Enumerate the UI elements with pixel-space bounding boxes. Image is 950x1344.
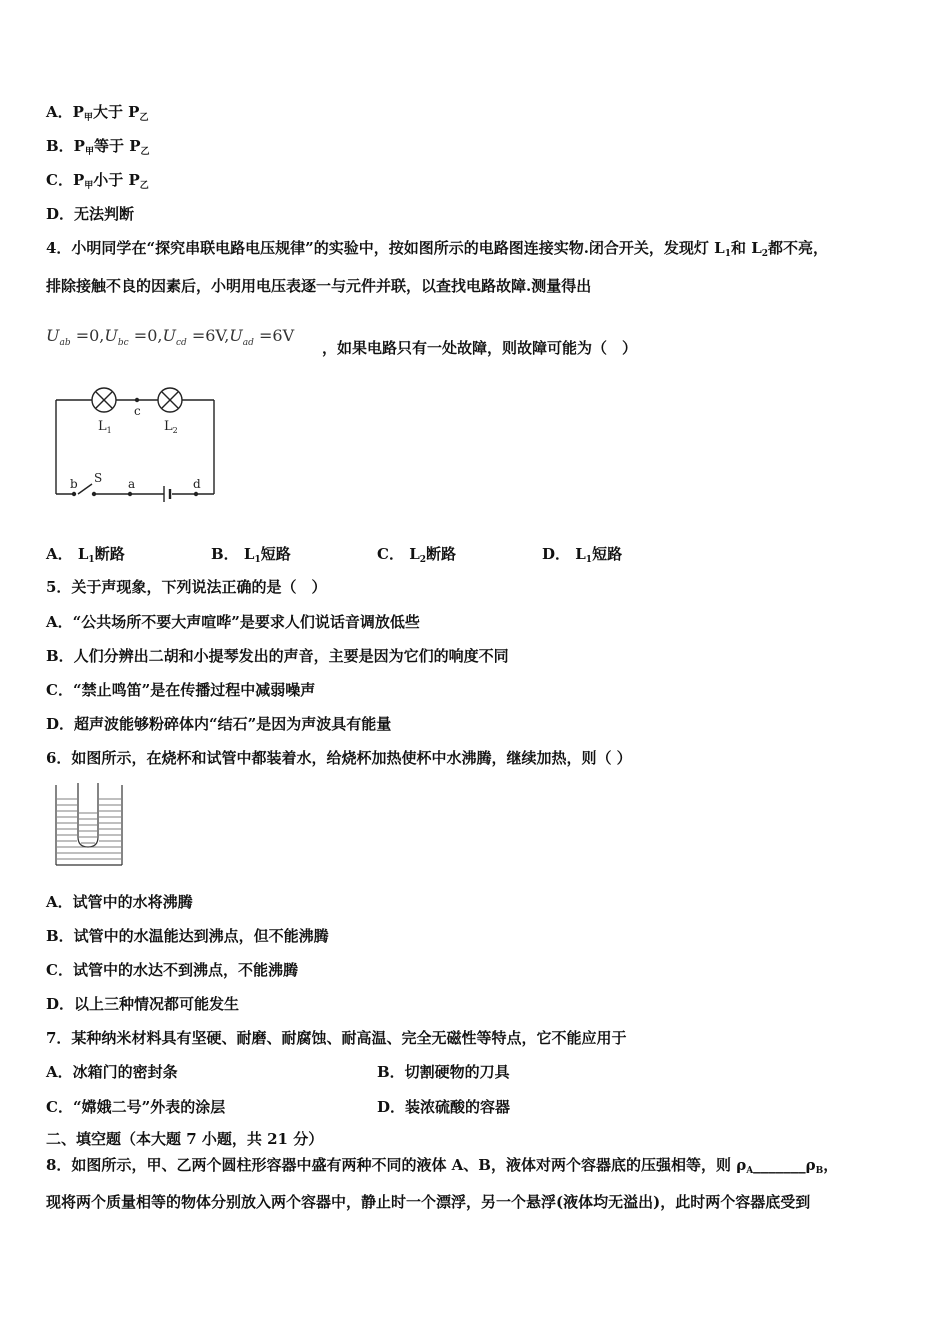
subscript: 甲 [83, 113, 93, 123]
q5-option-a: A．“公共场所不要大声喧哗”是要求人们说话音调放低些 [46, 613, 420, 631]
q4-option-d [542, 543, 622, 564]
math-value: =0, [75, 326, 105, 345]
q7-option-a: A．冰箱门的密封条 [46, 1063, 178, 1081]
option-text: 大于 P [92, 103, 140, 121]
answer-blank[interactable]: _______ [753, 1156, 806, 1174]
subscript: 2 [761, 249, 769, 259]
option-text: C．P [46, 171, 85, 189]
math-symbol: U [162, 326, 176, 345]
q4-option-b [211, 543, 291, 564]
q5-stem: 5．关于声现象，下列说法正确的是（ ） [46, 578, 327, 596]
subscript: A [746, 1166, 754, 1176]
q4-stem-line3: ，如果电路只有一处故障，则故障可能为（ ） [322, 339, 638, 357]
subscript: B [815, 1166, 824, 1176]
math-symbol: U [229, 326, 243, 345]
label-d: d [193, 477, 201, 491]
q6-stem: 6．如图所示，在烧杯和试管中都装着水，给烧杯加热使杯中水沸腾，继续加热，则（ ） [46, 749, 632, 767]
stem-text: 8．如图所示，甲、乙两个圆柱形容器中盛有两种不同的液体 A、B，液体对两个容器底的压强相等，则 ρ [46, 1156, 747, 1174]
subscript: 乙 [140, 147, 150, 157]
q5-option-c: C．“禁止鸣笛”是在传播过程中减弱噪声 [46, 681, 316, 699]
subscript: 乙 [139, 113, 149, 123]
label-b: b [70, 477, 78, 491]
option-text: 等于 P [93, 137, 141, 155]
label-c: c [134, 404, 141, 418]
math-symbol: U [46, 326, 60, 345]
stem-text: ， [823, 1156, 839, 1174]
q5-option-d: D．超声波能够粉碎体内“结石”是因为声波具有能量 [46, 715, 392, 733]
subscript: 1 [254, 555, 261, 565]
q7-option-b: B．切割硬物的刀具 [377, 1063, 510, 1081]
label-a: a [128, 477, 136, 491]
q5-option-b: B．人们分辨出二胡和小提琴发出的声音，主要是因为它们的响度不同 [46, 647, 509, 665]
q3-option-c [46, 170, 149, 193]
q4-voltage-equation [46, 326, 295, 348]
q4-stem-line2: 排除接触不良的因素后，小明用电压表逐一与元件并联，以查找电路故障.测量得出 [46, 277, 592, 295]
math-value: =6V, [191, 326, 230, 345]
q4-option-a [46, 543, 125, 564]
q6-option-b: B．试管中的水温能达到沸点，但不能沸腾 [46, 927, 329, 945]
option-text: 断路 [94, 545, 125, 563]
q7-stem: 7．某种纳米材料具有坚硬、耐磨、耐腐蚀、耐高温、完全无磁性等特点，它不能应用于 [46, 1029, 627, 1047]
subscript: 乙 [139, 181, 149, 191]
option-text: L [575, 545, 586, 563]
q8-stem-line1 [46, 1155, 838, 1178]
option-text: 断路 [426, 545, 457, 563]
q8-stem-line2: 现将两个质量相等的物体分别放入两个容器中，静止时一个漂浮，另一个悬浮(液体均无溢出)，此时两个容器底受到 [46, 1193, 811, 1211]
label-L1: $L_1$ [98, 419, 112, 435]
subscript: 1 [88, 555, 95, 565]
option-text: L [77, 545, 89, 563]
stem-text: 和 L [730, 239, 762, 257]
option-text: 短路 [260, 545, 291, 563]
math-subscript: cd [175, 338, 187, 348]
math-value: =0, [133, 326, 163, 345]
option-text: 短路 [592, 545, 623, 563]
option-letter: D． [542, 545, 571, 563]
stem-text: 都不亮， [768, 239, 829, 257]
option-text: B．P [46, 137, 85, 155]
option-letter: A． [46, 545, 73, 563]
subscript: 甲 [84, 147, 94, 157]
math-subscript: ad [242, 338, 254, 348]
q4-option-c [377, 543, 456, 564]
option-text: A．P [46, 103, 84, 121]
label-S: S [94, 471, 103, 485]
math-subscript: bc [117, 338, 129, 348]
q6-option-c: C．试管中的水达不到沸点，不能沸腾 [46, 961, 298, 979]
q3-option-b [46, 136, 150, 159]
math-value: =6V [259, 326, 295, 345]
q6-option-a: A．试管中的水将沸腾 [46, 893, 193, 911]
section-heading: 二、填空题（本大题 7 小题，共 21 分） [46, 1130, 324, 1148]
subscript: 甲 [84, 181, 94, 191]
q4-circuit-diagram [48, 384, 228, 504]
q7-option-d: D．装浓硫酸的容器 [377, 1098, 511, 1116]
stem-text: 4．小明同学在“探究串联电路电压规律”的实验中，按如图所示的电路图连接实物.闭合开关，发现灯 L [46, 239, 725, 257]
q3-option-d: D．无法判断 [46, 205, 135, 223]
stem-text: ρ [805, 1156, 816, 1174]
q6-option-d: D．以上三种情况都可能发生 [46, 995, 240, 1013]
subscript: 2 [419, 555, 426, 565]
option-text: L [409, 545, 420, 563]
q4-stem-line1 [46, 238, 828, 261]
q7-option-c: C．“嫦娥二号”外表的涂层 [46, 1098, 226, 1116]
q6-beaker-diagram [54, 783, 126, 867]
math-symbol: U [104, 326, 118, 345]
subscript: 1 [724, 249, 731, 259]
q3-option-a [46, 102, 148, 125]
option-text: L [243, 545, 255, 563]
math-subscript: ab [59, 338, 71, 348]
subscript: 1 [585, 555, 593, 565]
label-L2: $L_2$ [164, 419, 178, 435]
option-letter: B． [211, 545, 239, 563]
option-text: 小于 P [93, 171, 140, 189]
option-letter: C． [377, 545, 404, 563]
